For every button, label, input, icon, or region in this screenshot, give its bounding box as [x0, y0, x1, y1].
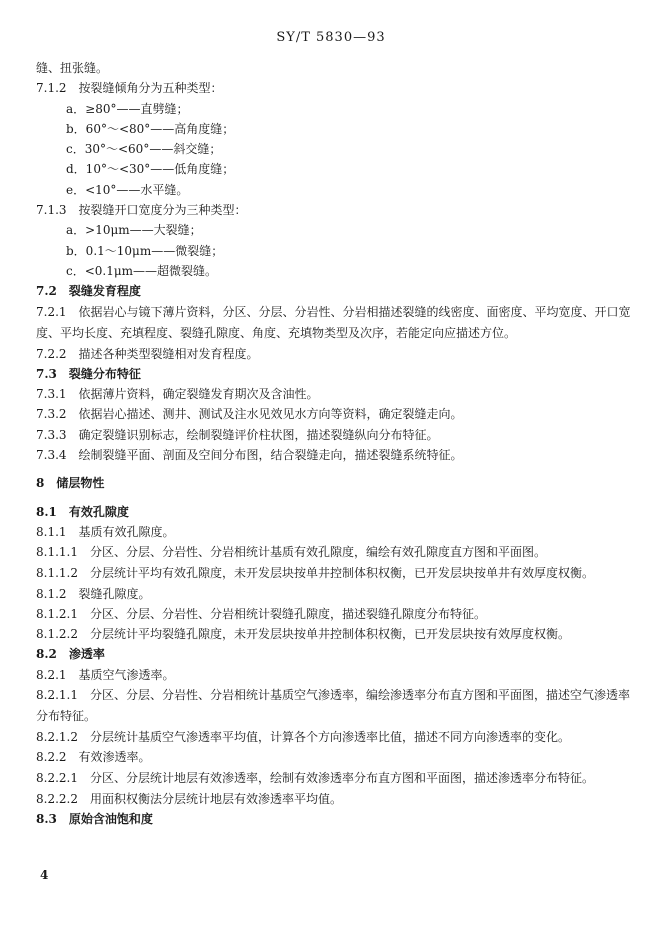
body-text: [36, 58, 634, 829]
clause-8-1-2-2: 8.1.2.2 分层统计平均裂缝孔隙度，未开发层块按单井控制体积权衡，已开发层块按有效厚度权衡。: [36, 627, 570, 642]
clause-8-1-1-1: 8.1.1.1 分区、分层、分岩性、分岩相统计基质有效孔隙度，编绘有效孔隙度直方图和平面图。: [36, 545, 546, 560]
clause-8-1-2-1: 8.1.2.1 分区、分层、分岩性、分岩相统计裂缝孔隙度，描述裂缝孔隙度分布特征。: [36, 606, 486, 621]
clause-8-1-2: 8.1.2 裂缝孔隙度。: [36, 586, 151, 601]
standard-code-header: SY/T 5830—93: [276, 30, 386, 45]
clause-8-2-2-1: 8.2.2.1 分区、分层统计地层有效渗透率，绘制有效渗透率分布直方图和平面图，描述渗透率分布特征。: [36, 770, 594, 785]
section-heading-8-2: 8.2 渗透率: [36, 647, 105, 662]
clause-8-2-1-2: 8.2.1.2 分层统计基质空气渗透率平均值，计算各个方向渗透率比值，描述不同方向渗透率的变化。: [36, 730, 570, 745]
clause-8-2-1: 8.2.1 基质空气渗透率。: [36, 667, 175, 682]
list-item-c: c．30°～<60°——斜交缝；: [66, 142, 222, 157]
list-item-d: d．10°～<30°——低角度缝；: [66, 162, 235, 177]
list-item-c: c．<0.1μm——超微裂缝。: [66, 263, 218, 278]
clause-7-2-1: 7.2.1 依据岩心与镜下薄片资料，分区、分层、分岩性、分岩相描述裂缝的线密度、面密度、平均宽度、开口宽度、平均长度、充填程度、裂缝孔隙度、角度、充填物类型及次序，若能定向应描述方位。: [36, 304, 631, 340]
text-line: 缝、扭张缝。: [36, 61, 109, 75]
clause-7-3-3: 7.3.3 确定裂缝识别标志，绘制裂缝评价柱状图，描述裂缝纵向分布特征。: [36, 427, 439, 442]
chapter-heading-8: 8 储层物性: [36, 476, 105, 491]
page-number: 4: [40, 868, 49, 882]
section-heading-7-2: 7.2 裂缝发育程度: [36, 284, 141, 299]
clause-8-2-1-1: 8.2.1.1 分区、分层、分岩性、分岩相统计基质空气渗透率，编绘渗透率分布直方图和平面图，描述空气渗透率分布特征。: [36, 688, 630, 724]
clause-7-2-2: 7.2.2 描述各种类型裂缝相对发育程度。: [36, 346, 259, 361]
clause-8-2-2: 8.2.2 有效渗透率。: [36, 750, 151, 765]
clause-8-1-1-2: 8.1.1.2 分层统计平均有效孔隙度，未开发层块按单井控制体积权衡，已开发层块按单井有效厚度权衡。: [36, 565, 594, 580]
list-item-a: a．>10μm——大裂缝；: [66, 223, 202, 238]
clause-7-3-4: 7.3.4 绘制裂缝平面、剖面及空间分布图，结合裂缝走向，描述裂缝系统特征。: [36, 448, 463, 463]
clause-7-3-2: 7.3.2 依据岩心描述、测井、测试及注水见效见水方向等资料，确定裂缝走向。: [36, 407, 463, 422]
list-item-b: b．0.1～10μm——微裂缝；: [66, 243, 224, 258]
section-heading-8-3: 8.3 原始含油饱和度: [36, 811, 153, 826]
clause-8-1-1: 8.1.1 基质有效孔隙度。: [36, 524, 175, 539]
clause-7-1-2: 7.1.2 按裂缝倾角分为五种类型：: [36, 81, 223, 96]
clause-8-2-2-2: 8.2.2.2 用面积权衡法分层统计地层有效渗透率平均值。: [36, 791, 342, 806]
section-heading-7-3: 7.3 裂缝分布特征: [36, 366, 141, 381]
clause-7-3-1: 7.3.1 依据薄片资料，确定裂缝发育期次及含油性。: [36, 387, 319, 402]
list-item-a: a．≥80°——直劈缝；: [66, 101, 189, 116]
clause-7-1-3: 7.1.3 按裂缝开口宽度分为三种类型：: [36, 203, 247, 218]
list-item-b: b．60°～<80°——高角度缝；: [66, 121, 235, 136]
list-item-e: e．<10°——水平缝。: [66, 182, 189, 197]
section-heading-8-1: 8.1 有效孔隙度: [36, 504, 129, 519]
